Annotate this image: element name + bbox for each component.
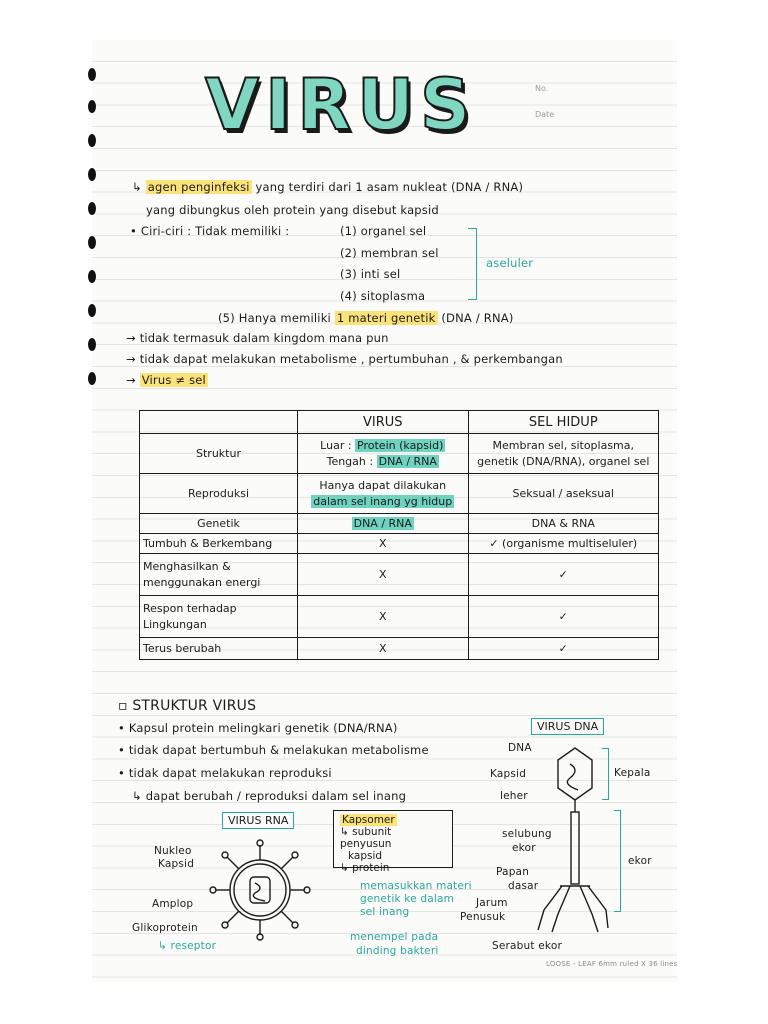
binder-hole xyxy=(88,236,96,249)
definition-line: ↳ agen penginfeksi yang terdiri dari 1 asam nukleat (DNA / RNA) xyxy=(132,180,524,194)
note-line: menempel pada xyxy=(350,931,439,943)
dna-label-kepala: Kepala xyxy=(614,767,651,779)
rna-label-kapsid: Kapsid xyxy=(158,858,195,870)
ciri-item: (4) sitoplasma xyxy=(340,289,426,303)
binder-hole xyxy=(88,304,96,317)
rna-virus-diagram xyxy=(205,835,315,945)
page-title: VIRUS xyxy=(205,64,477,146)
dna-label-papan: Papan xyxy=(496,866,530,878)
binder-hole xyxy=(88,372,96,385)
cell-cell: ✓ (organisme multiseluler) xyxy=(468,534,658,554)
binder-hole xyxy=(88,270,96,283)
bullet-line: → tidak termasuk dalam kingdom mana pun xyxy=(126,331,389,345)
binder-hole xyxy=(88,338,96,351)
dna-label-serabut: Serabut ekor xyxy=(492,940,562,952)
row-label: Menghasilkan & menggunakan energi xyxy=(140,554,298,596)
struktur-point: • tidak dapat melakukan reproduksi xyxy=(118,766,332,780)
table-row xyxy=(140,474,659,514)
ciri-item-5: (5) Hanya memiliki 1 materi genetik (DNA / RNA) xyxy=(218,311,514,325)
dna-label-jarum: Jarum xyxy=(476,897,508,909)
binder-hole xyxy=(88,68,96,81)
cell-cell: Membran sel, sitoplasma, genetik (DNA/RNA), organel sel xyxy=(468,434,658,474)
binder-hole xyxy=(88,168,96,181)
table-row xyxy=(140,554,659,596)
row-label: Reproduksi xyxy=(140,474,298,514)
cell-cell: DNA & RNA xyxy=(468,514,658,534)
virus-cell: Hanya dapat dilakukan dalam sel inang yg hidup xyxy=(298,474,469,514)
meta-no: No. xyxy=(535,84,549,93)
binder-hole xyxy=(88,100,96,113)
note-line: sel inang xyxy=(360,906,410,918)
struktur-point: ↳ dapat berubah / reproduksi dalam sel inang xyxy=(132,789,407,803)
struktur-point: • tidak dapat bertumbuh & melakukan metabolisme xyxy=(118,743,429,757)
note-line: dinding bakteri xyxy=(356,945,439,957)
note-line: genetik ke dalam xyxy=(360,893,455,905)
section-heading: ▫ STRUKTUR VIRUS xyxy=(118,698,257,714)
table-row xyxy=(140,638,659,660)
aseluler-bracket xyxy=(468,228,477,300)
cell-cell: ✓ xyxy=(468,554,658,596)
kepala-bracket xyxy=(602,748,609,800)
dna-label-penusuk: Penusuk xyxy=(460,911,506,923)
dna-label-selubung-ekor: ekor xyxy=(512,842,536,854)
definition-line-2: yang dibungkus oleh protein yang disebut kapsid xyxy=(146,203,439,217)
dna-label-dna: DNA xyxy=(508,742,532,754)
ciri-item: (3) inti sel xyxy=(340,267,401,281)
virus-cell: X xyxy=(298,554,469,596)
row-label: Terus berubah xyxy=(140,638,298,660)
ekor-bracket xyxy=(614,810,621,912)
virus-cell: X xyxy=(298,596,469,638)
virus-cell: X xyxy=(298,534,469,554)
ciri-item: (2) membran sel xyxy=(340,246,439,260)
virus-not-cell: → Virus ≠ sel xyxy=(126,373,206,387)
dna-label-kapsid: Kapsid xyxy=(490,768,527,780)
row-label: Tumbuh & Berkembang xyxy=(140,534,298,554)
table-row xyxy=(140,596,659,638)
dna-label-ekor: ekor xyxy=(628,855,652,867)
table-header-row xyxy=(140,411,659,434)
rna-label-glikoprotein: Glikoprotein xyxy=(132,922,198,934)
binder-hole xyxy=(88,202,96,215)
bullet-line: → tidak dapat melakukan metabolisme , pertumbuhan , & perkembangan xyxy=(126,352,563,366)
virus-rna-label: VIRUS RNA xyxy=(222,812,294,829)
table-header: VIRUS xyxy=(298,411,469,434)
table-row xyxy=(140,534,659,554)
table-header xyxy=(140,411,298,434)
table-row xyxy=(140,514,659,534)
row-label: Genetik xyxy=(140,514,298,534)
note-line: memasukkan materi xyxy=(360,880,472,892)
ciri-label: • Ciri-ciri : Tidak memiliki : xyxy=(130,224,290,238)
cell-cell: ✓ xyxy=(468,638,658,660)
cell-cell: Seksual / aseksual xyxy=(468,474,658,514)
table-header: SEL HIDUP xyxy=(468,411,658,434)
virus-cell: X xyxy=(298,638,469,660)
meta-date: Date xyxy=(535,110,555,119)
virus-cell: Luar : Protein (kapsid) Tengah : DNA / RNA xyxy=(298,434,469,474)
ciri-item: (1) organel sel xyxy=(340,224,427,238)
rna-label-reseptor: ↳ reseptor xyxy=(158,940,217,952)
virus-dna-label: VIRUS DNA xyxy=(531,718,604,735)
table-row xyxy=(140,434,659,474)
virus-cell: DNA / RNA xyxy=(298,514,469,534)
rna-label-amplop: Amplop xyxy=(152,898,194,910)
dna-label-papan-dasar: dasar xyxy=(508,880,539,892)
dna-label-leher: leher xyxy=(500,790,528,802)
comparison-table xyxy=(139,410,659,660)
row-label: Struktur xyxy=(140,434,298,474)
rna-label-nukleo: Nukleo xyxy=(154,845,192,857)
row-label: Respon terhadap Lingkungan xyxy=(140,596,298,638)
paper-footer: LOOSE - LEAF 6mm ruled X 36 lines xyxy=(546,960,678,968)
kapsomer-box: Kapsomer ↳ subunit penyusun kapsid ↳ protein xyxy=(333,810,453,868)
aseluler-label: aseluler xyxy=(486,256,534,270)
cell-cell: ✓ xyxy=(468,596,658,638)
binder-hole xyxy=(88,134,96,147)
dna-label-selubung: selubung xyxy=(502,828,552,840)
struktur-point: • Kapsul protein melingkari genetik (DNA/RNA) xyxy=(118,721,398,735)
